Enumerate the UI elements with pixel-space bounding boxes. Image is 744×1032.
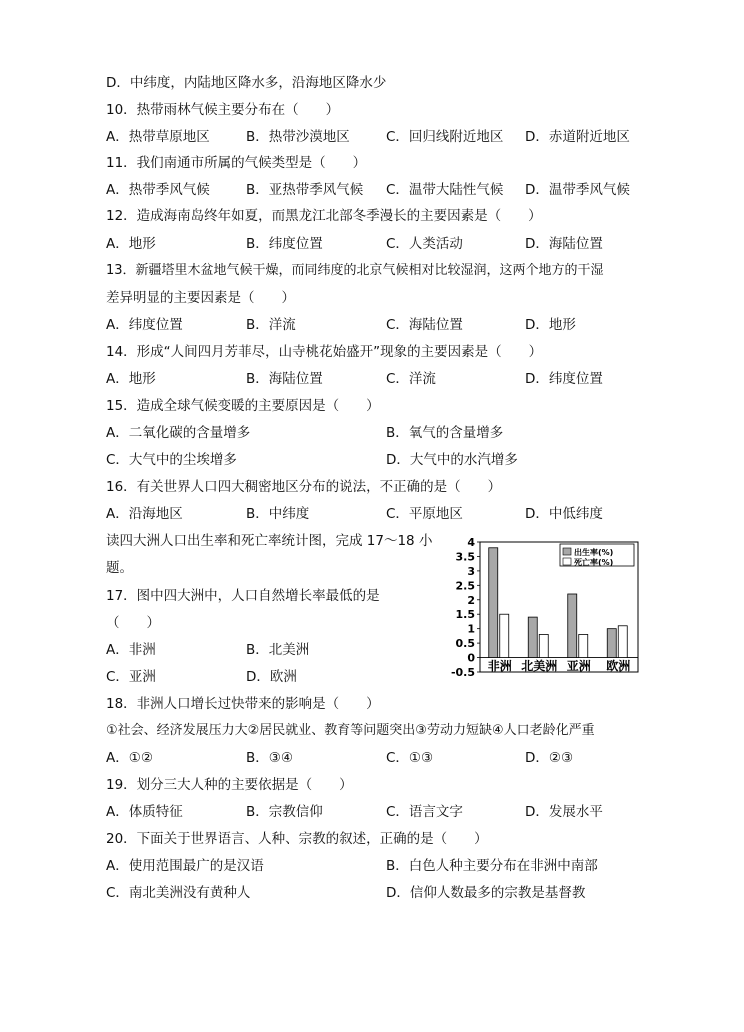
q13-option-d: D．地形 (525, 317, 576, 333)
q12-option-c: C．人类活动 (386, 236, 463, 252)
q14-option-b: B．海陆位置 (246, 371, 323, 387)
q18-option-b: B．③④ (246, 750, 293, 766)
legend-swatch (563, 548, 571, 555)
y-tick-label: 0 (467, 651, 475, 665)
bar-death-2 (579, 634, 588, 657)
q18-option-c: C．①③ (386, 750, 434, 766)
q15-option-a: A．二氧化碳的含量增多 (106, 425, 251, 441)
q19-question: 19．划分三大人种的主要依据是（ ） (106, 777, 353, 793)
q13-option-b: B．洋流 (246, 317, 296, 333)
q16-option-b: B．中纬度 (246, 506, 310, 522)
chart-intro-line2: 题。 (106, 560, 133, 576)
y-tick-label: 2.5 (455, 579, 475, 593)
y-tick-label: 2 (467, 593, 475, 607)
chart-intro-line1: 读四大洲人口出生率和死亡率统计图，完成 17～18 小 (106, 533, 433, 549)
q15-question: 15．造成全球气候变暖的主要原因是（ ） (106, 398, 380, 414)
y-tick-label: -0.5 (450, 666, 475, 679)
q17-option-b: B．北美洲 (246, 642, 310, 658)
q12-option-b: B．纬度位置 (246, 236, 323, 252)
q11-option-c: C．温带大陆性气候 (386, 182, 504, 198)
bar-death-3 (618, 626, 627, 658)
q11-option-a: A．热带季风气候 (106, 182, 210, 198)
x-category-label: 亚洲 (566, 659, 591, 673)
q17-option-c: C．亚洲 (106, 669, 156, 685)
q20-option-d: D．信仰人数最多的宗教是基督教 (386, 885, 586, 901)
q11-option-d: D．温带季风气候 (525, 182, 630, 198)
q17-option-d: D．欧洲 (246, 669, 297, 685)
q18-statements: ①社会、经济发展压力大②居民就业、教育等问题突出③劳动力短缺④人口老龄化严重 (106, 723, 595, 738)
q20-option-c: C．南北美洲没有黄种人 (106, 885, 251, 901)
y-tick-label: 4 (467, 536, 475, 549)
bar-birth-1 (528, 617, 537, 657)
q20-question: 20．下面关于世界语言、人种、宗教的叙述，正确的是（ ） (106, 831, 488, 847)
q10-option-c: C．回归线附近地区 (386, 129, 504, 145)
q20-option-b: B．白色人种主要分布在非洲中南部 (386, 858, 598, 874)
y-tick-label: 3 (467, 564, 475, 578)
q13-option-a: A．纬度位置 (106, 317, 183, 333)
y-tick-label: 1.5 (455, 608, 475, 622)
q16-option-c: C．平原地区 (386, 506, 463, 522)
legend-swatch (563, 558, 571, 565)
q18-question: 18．非洲人口增长过快带来的影响是（ ） (106, 696, 380, 712)
q10-option-b: B．热带沙漠地区 (246, 129, 350, 145)
x-category-label: 北美洲 (521, 659, 558, 673)
q16-option-d: D．中低纬度 (525, 506, 603, 522)
q13-option-c: C．海陆位置 (386, 317, 463, 333)
q14-option-d: D．纬度位置 (525, 371, 603, 387)
y-tick-label: 0.5 (455, 637, 475, 651)
q19-option-c: C．语言文字 (386, 804, 463, 820)
q15-option-b: B．氧气的含量增多 (386, 425, 504, 441)
q19-option-d: D．发展水平 (525, 804, 603, 820)
q14-question: 14．形成“人间四月芳菲尽，山寺桃花始盛开”现象的主要因素是（ ） (106, 344, 543, 360)
q17-option-a: A．非洲 (106, 642, 156, 658)
bar-birth-3 (607, 629, 616, 658)
q11-option-b: B．亚热带季风气候 (246, 182, 364, 198)
q9-option-d: D．中纬度，内陆地区降水多，沿海地区降水少 (106, 75, 387, 91)
bar-birth-2 (568, 594, 577, 658)
y-tick-label: 3.5 (455, 550, 475, 564)
q15-option-c: C．大气中的尘埃增多 (106, 452, 237, 468)
q14-option-a: A．地形 (106, 371, 156, 387)
x-category-label: 欧洲 (606, 659, 631, 673)
bar-death-0 (500, 614, 509, 657)
q10-option-a: A．热带草原地区 (106, 129, 210, 145)
y-tick-label: 1 (467, 622, 475, 636)
q20-option-a: A．使用范围最广的是汉语 (106, 858, 264, 874)
bar-birth-0 (489, 548, 498, 658)
q12-question: 12．造成海南岛终年如夏，而黑龙江北部冬季漫长的主要因素是（ ） (106, 208, 542, 224)
q12-option-d: D．海陆位置 (525, 236, 603, 252)
q13-question-line1: 13．新疆塔里木盆地气候干燥，而同纬度的北京气候相对比较湿润，这两个地方的干湿 (106, 263, 604, 278)
x-category-label: 非洲 (487, 659, 512, 673)
legend-label: 死亡率(%) (574, 558, 614, 567)
legend-label: 出生率(%) (574, 548, 614, 557)
q16-question: 16．有关世界人口四大稠密地区分布的说法，不正确的是（ ） (106, 479, 502, 495)
q13-question-line2: 差异明显的主要因素是（ ） (106, 290, 295, 306)
q15-option-d: D．大气中的水汽增多 (386, 452, 518, 468)
q14-option-c: C．洋流 (386, 371, 436, 387)
q19-option-a: A．体质特征 (106, 804, 183, 820)
q16-option-a: A．沿海地区 (106, 506, 183, 522)
q11-question: 11．我们南通市所属的气候类型是（ ） (106, 155, 367, 171)
q10-question: 10．热带雨林气候主要分布在（ ） (106, 102, 340, 118)
q18-option-a: A．①② (106, 750, 153, 766)
q12-option-a: A．地形 (106, 236, 156, 252)
q17-question-line1: 17．图中四大洲中，人口自然增长率最低的是 (106, 588, 380, 604)
bar-death-1 (539, 634, 548, 657)
q18-option-d: D．②③ (525, 750, 574, 766)
population-rate-chart (442, 530, 642, 680)
q17-question-line2: （ ） (106, 615, 160, 631)
q19-option-b: B．宗教信仰 (246, 804, 323, 820)
q10-option-d: D．赤道附近地区 (525, 129, 630, 145)
